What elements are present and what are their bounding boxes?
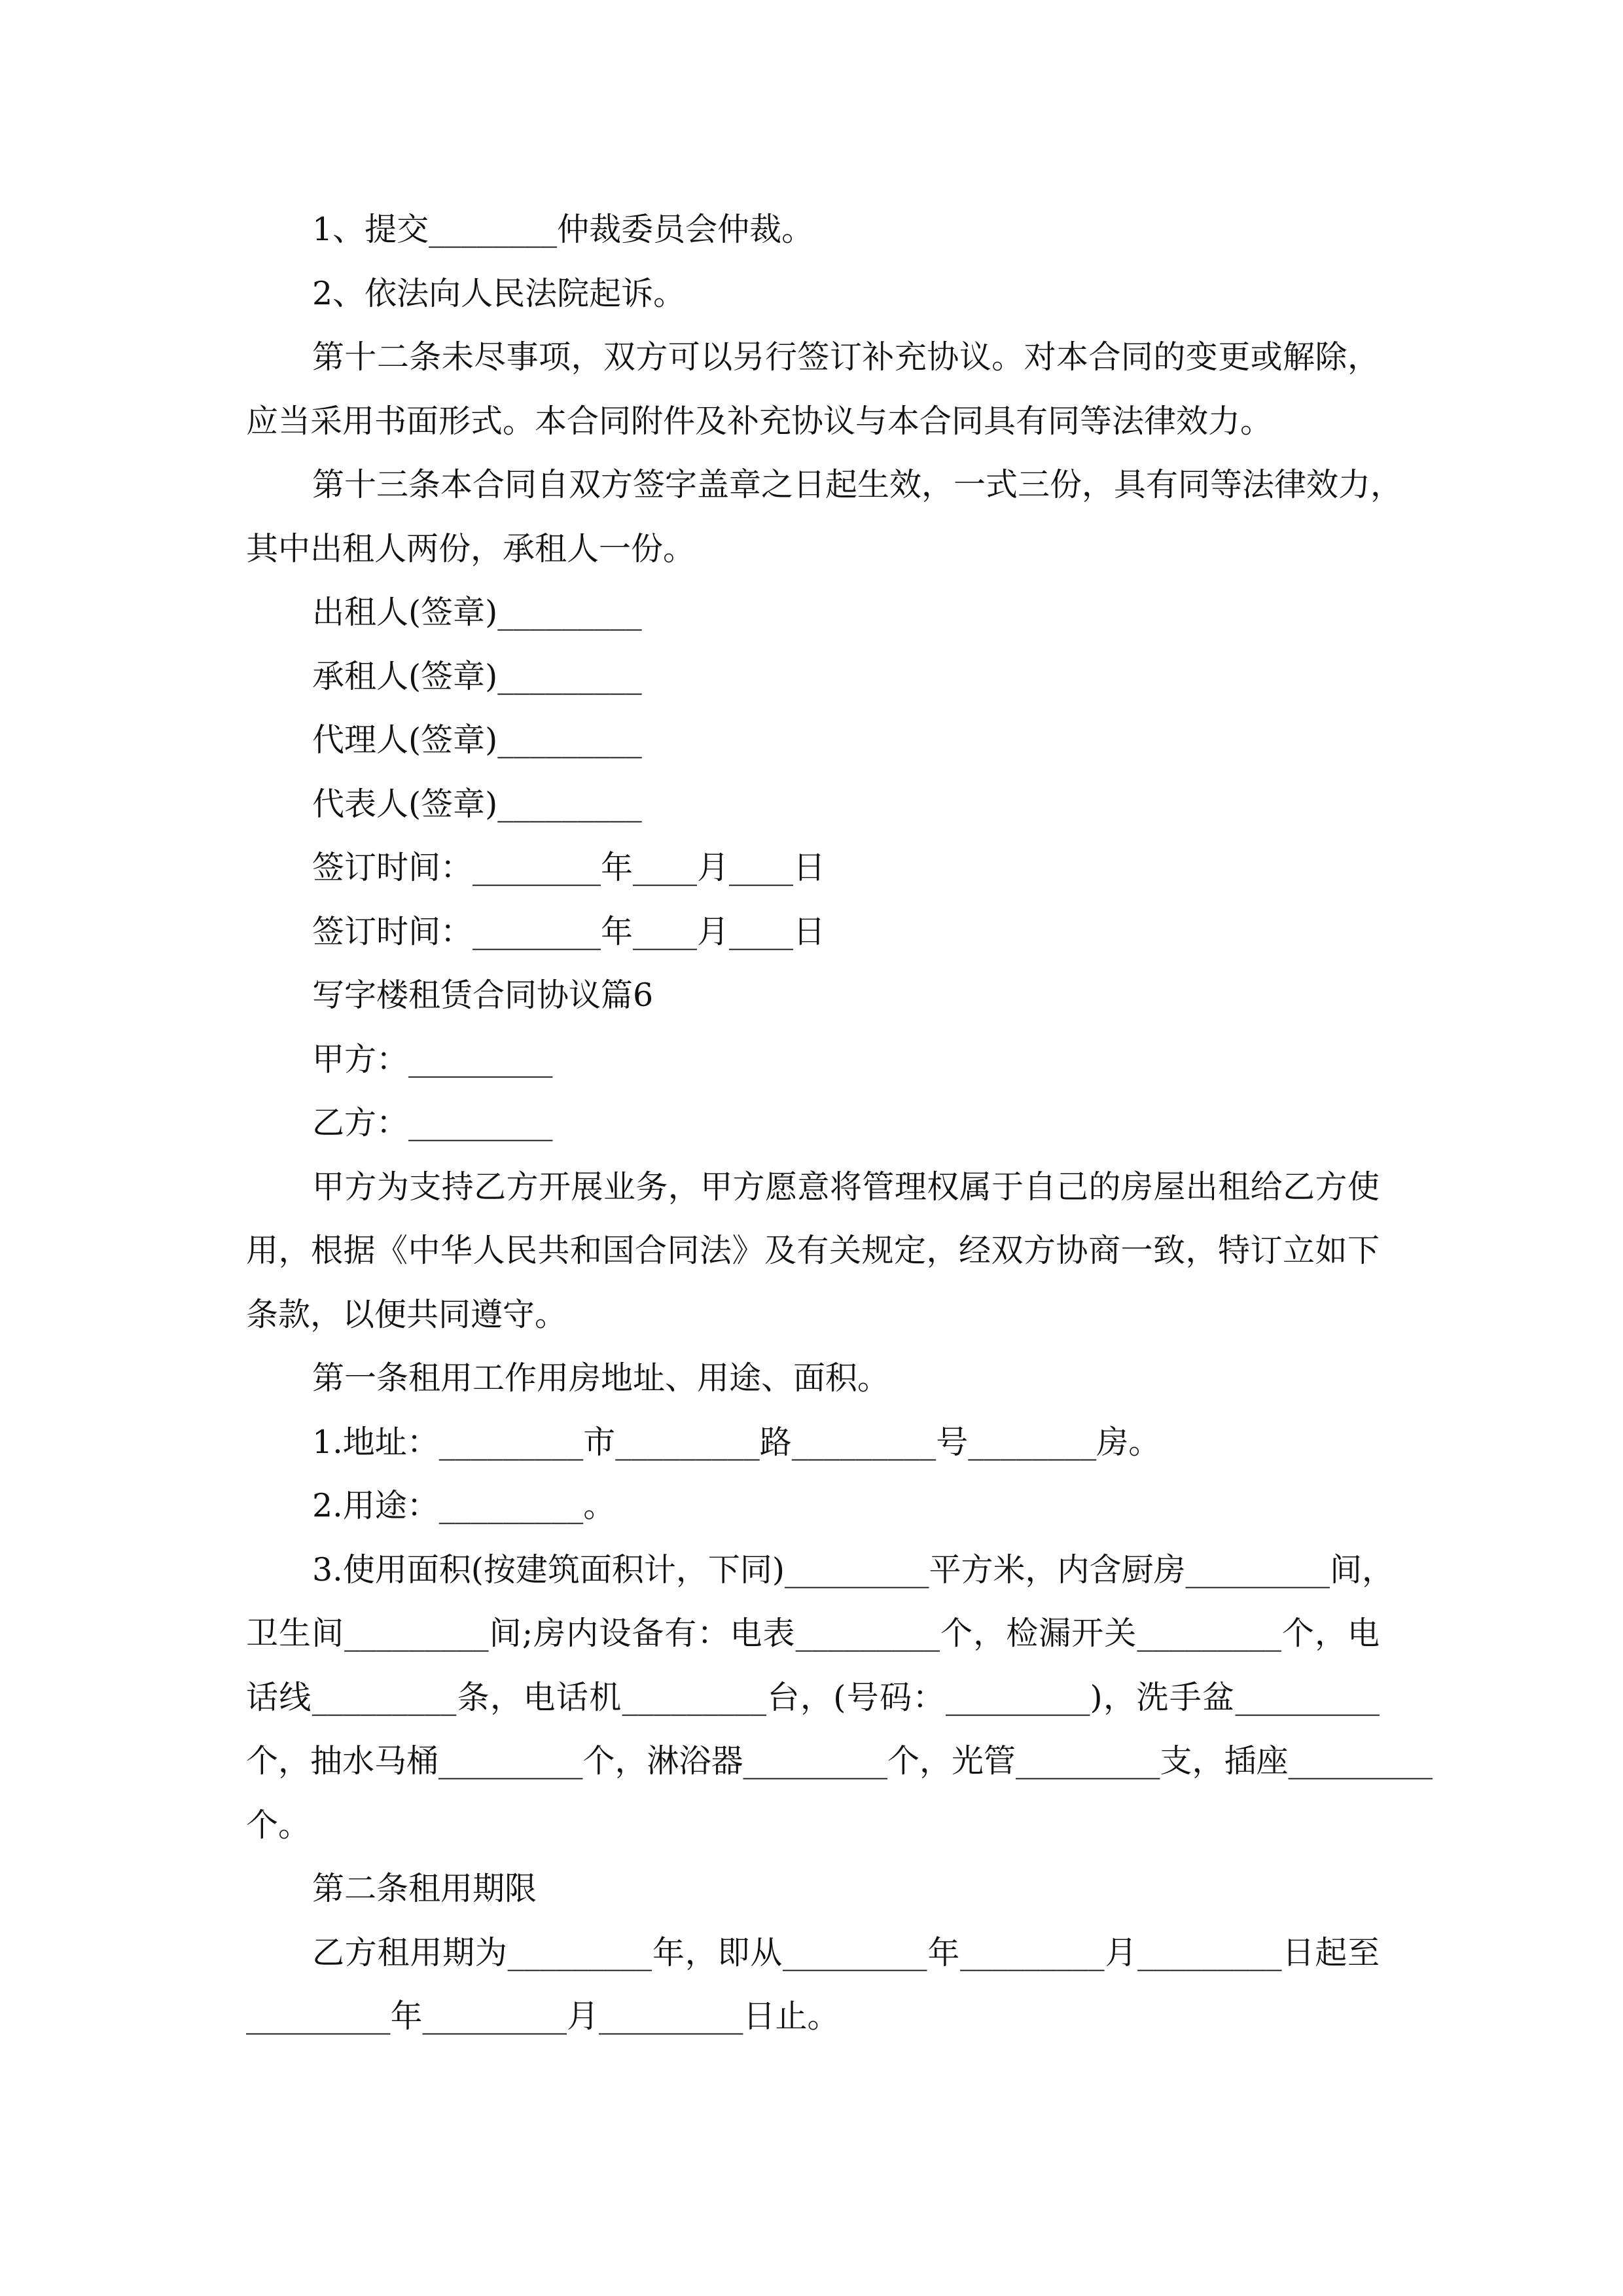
text-line: 2、依法向人民法院起诉。 bbox=[312, 274, 686, 312]
text-line: 条款，以便共同遵守。 bbox=[246, 1295, 567, 1333]
text-line: 第一条租用工作用房地址、用途、面积。 bbox=[312, 1359, 890, 1397]
text-line: 个，抽水马桶_________个，淋浴器_________个，光管_________支，插座_________ bbox=[246, 1742, 1433, 1780]
text-line: 第十二条未尽事项，双方可以另行签订补充协议。对本合同的变更或解除， bbox=[312, 338, 1380, 376]
text-line: _________年_________月_________日止。 bbox=[246, 1998, 840, 2035]
text-line: 个。 bbox=[246, 1806, 311, 1844]
text-line: 第十三条本合同自双方签字盖章之日起生效，一式三份，具有同等法律效力， bbox=[312, 466, 1403, 503]
text-line: 签订时间：________年____月____日 bbox=[312, 849, 826, 886]
text-line: 用，根据《中华人民共和国合同法》及有关规定，经双方协商一致，特订立如下 bbox=[246, 1232, 1380, 1269]
text-line: 签订时间：________年____月____日 bbox=[312, 912, 826, 950]
text-line: 代理人(签章)_________ bbox=[312, 721, 642, 759]
text-line: 应当采用书面形式。本合同附件及补充协议与本合同具有同等法律效力。 bbox=[246, 402, 1273, 440]
text-line: 写字楼租赁合同协议篇6 bbox=[312, 977, 654, 1014]
text-line: 3.使用面积(按建筑面积计，下同)_________平方米，内含厨房_________间， bbox=[312, 1551, 1394, 1588]
text-line: 乙方租用期为_________年，即从_________年_________月_________日起至 bbox=[312, 1933, 1380, 1971]
text-line: 出租人(签章)_________ bbox=[312, 594, 642, 631]
text-line: 甲方：_________ bbox=[312, 1040, 553, 1078]
text-line: 乙方：_________ bbox=[312, 1104, 553, 1141]
text-line: 话线_________条，电话机_________台，(号码：_________)，洗手盆_________ bbox=[246, 1678, 1380, 1716]
text-line: 第二条租用期限 bbox=[312, 1870, 537, 1907]
text-line: 代表人(签章)_________ bbox=[312, 785, 642, 823]
text-line: 2.用途：_________。 bbox=[312, 1487, 616, 1524]
text-line: 甲方为支持乙方开展业务，甲方愿意将管理权属于自己的房屋出租给乙方使 bbox=[312, 1168, 1380, 1206]
text-line: 其中出租人两份，承租人一份。 bbox=[246, 529, 696, 567]
text-line: 承租人(签章)_________ bbox=[312, 657, 642, 695]
document-page bbox=[246, 198, 1433, 2049]
text-line: 1、提交________仲裁委员会仲裁。 bbox=[312, 211, 814, 248]
text-line: 卫生间_________间;房内设备有：电表_________个，检漏开关_________个，电 bbox=[246, 1615, 1380, 1652]
text-line: 1.地址：_________市_________路_________号________房。 bbox=[312, 1423, 1161, 1461]
